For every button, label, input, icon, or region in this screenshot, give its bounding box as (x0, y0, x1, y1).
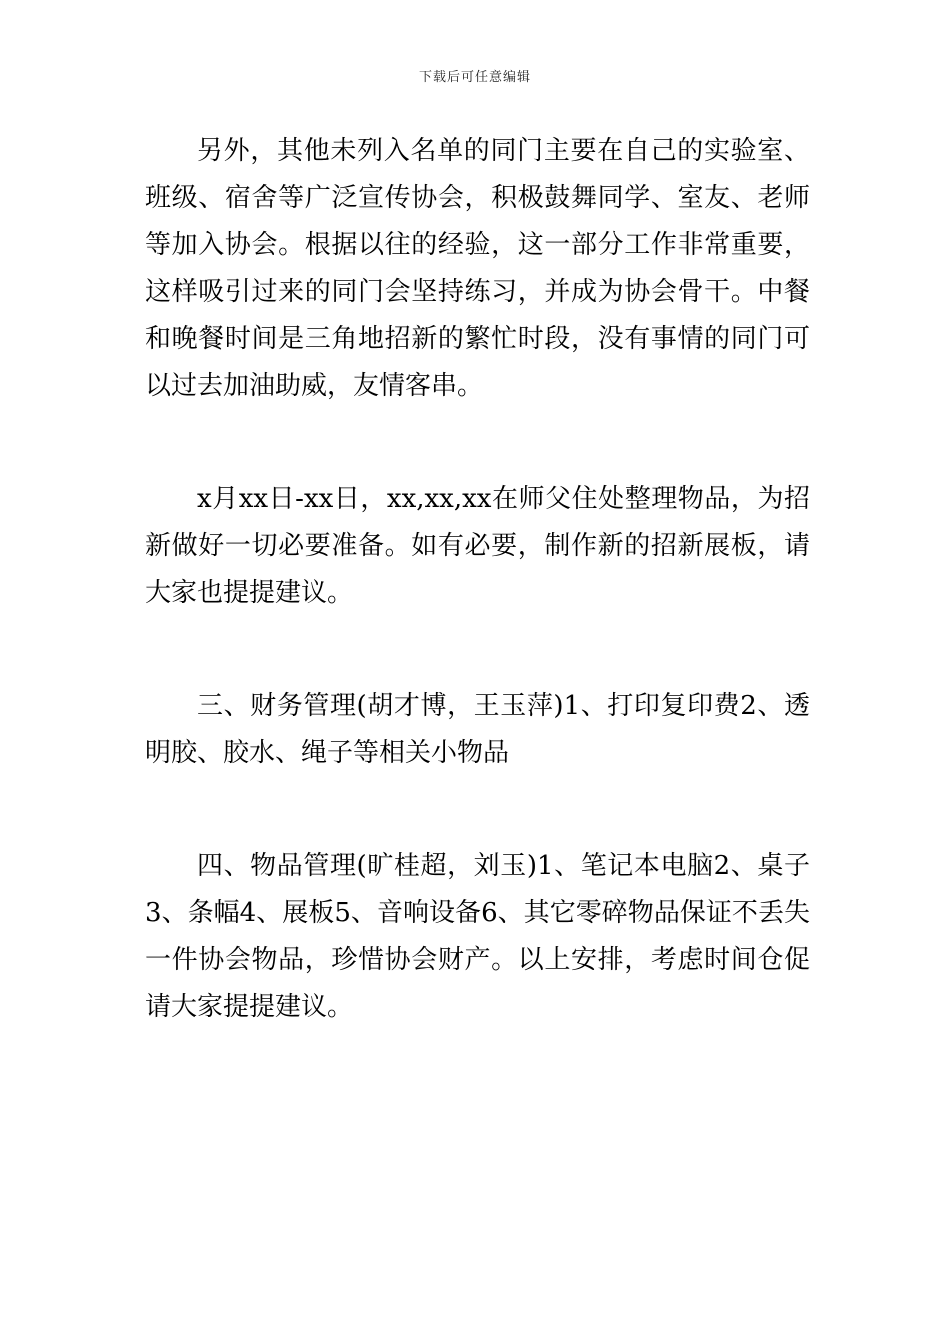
document-body (145, 128, 810, 1031)
paragraph-finance-management: 三、财务管理(胡才博，王玉萍)1、打印复印费2、透明胶、胶水、绳子等相关小物品 (145, 691, 810, 768)
paragraph-recruitment-promotion: 另外，其他未列入名单的同门主要在自己的实验室、班级、宿舍等广泛宣传协会，积极鼓舞同学、室友、老师等加入协会。根据以往的经验，这一部分工作非常重要，这样吸引过来的同门会坚持练习，并成为协会骨干。中餐和晚餐时间是三角地招新的繁忙时段，没有事情的同门可以过去加油助威，友情客串。 (145, 136, 810, 401)
paragraph-item-preparation: x月xx日-xx日，xx,xx,xx在师父住处整理物品，为招新做好一切必要准备。如有必要，制作新的招新展板，请大家也提提建议。 (145, 484, 810, 608)
paragraph-item-management: 四、物品管理(旷桂超，刘玉)1、笔记本电脑2、桌子3、条幅4、展板5、音响设备6、其它零碎物品保证不丢失一件协会物品，珍惜协会财产。以上安排，考虑时间仓促请大家提提建议。 (145, 851, 810, 1022)
page-header: 下载后可任意编辑 (418, 70, 531, 85)
